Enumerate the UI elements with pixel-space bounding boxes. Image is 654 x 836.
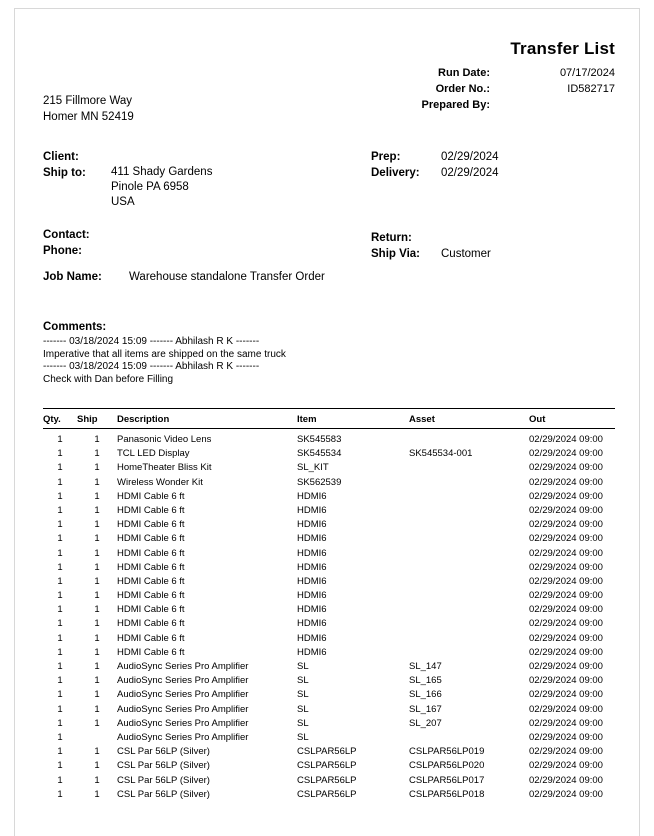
cell-description: AudioSync Series Pro Amplifier (117, 689, 249, 701)
cell-qty: 1 (57, 646, 63, 658)
table-row (43, 645, 615, 659)
cell-qty: 1 (57, 788, 63, 800)
cell-description: AudioSync Series Pro Amplifier (117, 661, 249, 672)
ship-to-line-1: 411 Shady Gardens (111, 166, 213, 178)
phone-row (43, 243, 343, 259)
cell-description: HDMI Cable 6 ft (117, 590, 185, 602)
cell-item: SL (297, 675, 309, 687)
cell-ship: 1 (94, 519, 100, 531)
cell-item: CSLPAR56LP (297, 746, 357, 758)
cell-out: 02/29/2024 09:00 (529, 760, 603, 772)
cell-out: 02/29/2024 09:00 (529, 675, 603, 687)
cell-out: 02/29/2024 09:00 (529, 547, 603, 559)
comment-line-3: ------- 03/18/2024 15:09 ------- Abhilash R K ------- (43, 361, 260, 372)
cell-out: 02/29/2024 09:00 (529, 462, 603, 474)
comments-label: Comments: (43, 321, 107, 333)
cell-qty: 1 (57, 604, 63, 616)
cell-item: HDMI6 (297, 618, 327, 630)
cell-qty: 1 (57, 590, 63, 602)
comments-section (43, 321, 615, 386)
page-title: Transfer List (510, 39, 615, 58)
items-table (43, 414, 615, 801)
cell-ship: 1 (94, 717, 100, 729)
table-row (43, 617, 615, 631)
cell-asset (409, 574, 529, 588)
comment-line-2: Imperative that all items are shipped on the same truck (43, 348, 286, 360)
cell-asset (409, 631, 529, 645)
cell-asset: CSLPAR56LP018 (409, 788, 485, 800)
job-name-row (43, 271, 615, 283)
table-row (43, 429, 615, 447)
cell-item: SL (297, 703, 309, 715)
cell-qty: 1 (57, 774, 63, 786)
table-row (43, 787, 615, 801)
meta-order-no-value: ID582717 (567, 83, 615, 95)
cell-asset: SL_207 (409, 717, 442, 729)
client-label: Client: (43, 151, 79, 163)
header-item: Item (297, 414, 409, 429)
cell-asset (409, 461, 529, 475)
cell-description: AudioSync Series Pro Amplifier (117, 717, 249, 729)
cell-ship: 1 (94, 661, 100, 672)
cell-item: CSLPAR56LP (297, 788, 357, 800)
cell-qty: 1 (57, 533, 63, 545)
cell-out: 02/29/2024 09:00 (529, 448, 603, 460)
cell-ship: 1 (94, 632, 100, 644)
cell-item: SK562539 (297, 476, 342, 488)
cell-item: SK545534 (297, 448, 342, 460)
header-ship: Ship (77, 414, 117, 429)
items-table-head (43, 414, 615, 429)
table-row (43, 773, 615, 787)
cell-description: HDMI Cable 6 ft (117, 575, 185, 587)
cell-ship: 1 (94, 561, 100, 573)
cell-out: 02/29/2024 09:00 (529, 575, 603, 587)
cell-item: HDMI6 (297, 561, 327, 573)
cell-description: CSL Par 56LP (Silver) (117, 746, 210, 758)
cell-asset (409, 489, 529, 503)
table-row (43, 518, 615, 532)
cell-out: 02/29/2024 09:00 (529, 504, 603, 516)
cell-out: 02/29/2024 09:00 (529, 661, 603, 672)
cell-description: HDMI Cable 6 ft (117, 490, 185, 502)
table-row (43, 546, 615, 560)
cell-ship: 1 (94, 746, 100, 758)
table-row (43, 745, 615, 759)
ship-to-address (111, 165, 212, 210)
cell-asset: SL_167 (409, 703, 442, 715)
parties-section (43, 149, 615, 260)
table-row (43, 631, 615, 645)
cell-item: SL (297, 731, 309, 743)
cell-item: HDMI6 (297, 575, 327, 587)
table-row (43, 716, 615, 730)
return-row (371, 230, 615, 246)
cell-out: 02/29/2024 09:00 (529, 632, 603, 644)
cell-asset (409, 645, 529, 659)
cell-item: SL (297, 661, 309, 672)
cell-out: 02/29/2024 09:00 (529, 746, 603, 758)
cell-ship: 1 (94, 689, 100, 701)
job-name-value: Warehouse standalone Transfer Order (129, 271, 325, 283)
cell-ship: 1 (94, 547, 100, 559)
cell-ship: 1 (94, 646, 100, 658)
document-body (43, 39, 615, 801)
cell-ship: 1 (94, 434, 100, 445)
paper-sheet (14, 8, 640, 836)
cell-description: HomeTheater Bliss Kit (117, 462, 212, 474)
ship-via-value: Customer (441, 248, 491, 260)
cell-qty: 1 (57, 760, 63, 772)
cell-description: HDMI Cable 6 ft (117, 519, 185, 531)
cell-asset (409, 603, 529, 617)
table-top-divider (43, 408, 615, 409)
header-out: Out (529, 414, 615, 429)
header-qty: Qty. (43, 414, 77, 429)
cell-ship: 1 (94, 504, 100, 516)
cell-description: AudioSync Series Pro Amplifier (117, 703, 249, 715)
cell-out: 02/29/2024 09:00 (529, 703, 603, 715)
cell-asset: SK545534-001 (409, 448, 473, 460)
meta-prepared-by-label: Prepared By: (421, 99, 490, 111)
cell-item: SL_KIT (297, 462, 329, 474)
delivery-row (371, 165, 615, 181)
cell-item: HDMI6 (297, 646, 327, 658)
cell-description: Panasonic Video Lens (117, 434, 212, 445)
cell-item: HDMI6 (297, 490, 327, 502)
items-table-body (43, 429, 615, 802)
cell-item: CSLPAR56LP (297, 760, 357, 772)
delivery-label: Delivery: (371, 167, 420, 179)
cell-qty: 1 (57, 434, 63, 445)
cell-description: HDMI Cable 6 ft (117, 561, 185, 573)
cell-asset: CSLPAR56LP020 (409, 760, 485, 772)
cell-description: HDMI Cable 6 ft (117, 533, 185, 545)
comments-body (43, 336, 615, 386)
cell-asset (409, 546, 529, 560)
cell-qty: 1 (57, 661, 63, 672)
table-row (43, 574, 615, 588)
ship-to-line-3: USA (111, 196, 135, 208)
cell-asset (409, 532, 529, 546)
cell-asset: SL_166 (409, 689, 442, 701)
cell-ship: 1 (94, 774, 100, 786)
cell-qty: 1 (57, 561, 63, 573)
table-row (43, 659, 615, 673)
ship-via-row (371, 246, 615, 262)
meta-run-date-label: Run Date: (438, 67, 490, 79)
phone-label: Phone: (43, 245, 82, 257)
comment-line-4: Check with Dan before Filling (43, 373, 174, 385)
cell-item: HDMI6 (297, 604, 327, 616)
cell-asset: CSLPAR56LP019 (409, 746, 485, 758)
cell-qty: 1 (57, 746, 63, 758)
cell-qty: 1 (57, 462, 63, 474)
cell-ship: 1 (94, 618, 100, 630)
table-row (43, 560, 615, 574)
cell-qty: 1 (57, 476, 63, 488)
cell-ship: 1 (94, 675, 100, 687)
parties-left-column (43, 149, 343, 259)
contact-label: Contact: (43, 229, 90, 241)
cell-out: 02/29/2024 09:00 (529, 774, 603, 786)
cell-description: AudioSync Series Pro Amplifier (117, 731, 249, 743)
cell-item: HDMI6 (297, 590, 327, 602)
ship-to-label: Ship to: (43, 167, 86, 179)
cell-description: AudioSync Series Pro Amplifier (117, 675, 249, 687)
prep-row (371, 149, 615, 165)
cell-asset (409, 560, 529, 574)
ship-to-line-2: Pinole PA 6958 (111, 181, 189, 193)
table-row (43, 503, 615, 517)
document-meta (43, 67, 615, 121)
cell-description: HDMI Cable 6 ft (117, 632, 185, 644)
cell-ship: 1 (94, 476, 100, 488)
cell-asset (409, 503, 529, 517)
cell-out: 02/29/2024 09:00 (529, 533, 603, 545)
cell-item: SL (297, 689, 309, 701)
client-row (43, 149, 343, 165)
cell-qty: 1 (57, 490, 63, 502)
cell-item: SK545583 (297, 434, 342, 445)
cell-ship (77, 730, 117, 744)
cell-out: 02/29/2024 09:00 (529, 476, 603, 488)
header-description: Description (117, 414, 297, 429)
cell-item: HDMI6 (297, 519, 327, 531)
cell-qty: 1 (57, 519, 63, 531)
cell-item: HDMI6 (297, 632, 327, 644)
cell-out: 02/29/2024 09:00 (529, 561, 603, 573)
cell-out: 02/29/2024 09:00 (529, 689, 603, 701)
cell-description: CSL Par 56LP (Silver) (117, 760, 210, 772)
cell-asset (409, 429, 529, 447)
header-asset: Asset (409, 414, 529, 429)
table-row (43, 688, 615, 702)
cell-ship: 1 (94, 604, 100, 616)
parties-right-column (371, 149, 615, 262)
prep-value: 02/29/2024 (441, 151, 499, 163)
cell-out: 02/29/2024 09:00 (529, 590, 603, 602)
cell-out: 02/29/2024 09:00 (529, 490, 603, 502)
cell-description: TCL LED Display (117, 448, 190, 460)
cell-item: HDMI6 (297, 504, 327, 516)
cell-description: HDMI Cable 6 ft (117, 618, 185, 630)
cell-description: CSL Par 56LP (Silver) (117, 774, 210, 786)
cell-asset: SL_147 (409, 661, 442, 672)
cell-description: HDMI Cable 6 ft (117, 604, 185, 616)
cell-qty: 1 (57, 717, 63, 729)
cell-qty: 1 (57, 731, 63, 743)
table-row (43, 702, 615, 716)
cell-qty: 1 (57, 504, 63, 516)
cell-asset: SL_165 (409, 675, 442, 687)
meta-run-date-value: 07/17/2024 (559, 67, 615, 79)
cell-out: 02/29/2024 09:00 (529, 731, 603, 743)
table-row (43, 532, 615, 546)
cell-out: 02/29/2024 09:00 (529, 717, 603, 729)
cell-description: HDMI Cable 6 ft (117, 646, 185, 658)
cell-description: HDMI Cable 6 ft (117, 547, 185, 559)
contact-row (43, 227, 343, 243)
from-address (43, 93, 134, 125)
cell-qty: 1 (57, 632, 63, 644)
cell-item: HDMI6 (297, 533, 327, 545)
cell-ship: 1 (94, 788, 100, 800)
cell-item: HDMI6 (297, 547, 327, 559)
cell-qty: 1 (57, 675, 63, 687)
cell-asset (409, 475, 529, 489)
cell-qty: 1 (57, 618, 63, 630)
table-row (43, 730, 615, 744)
prep-label: Prep: (371, 151, 401, 163)
table-row (43, 674, 615, 688)
cell-description: Wireless Wonder Kit (117, 476, 203, 488)
meta-order-no-label: Order No.: (435, 83, 490, 95)
cell-ship: 1 (94, 575, 100, 587)
cell-out: 02/29/2024 09:00 (529, 646, 603, 658)
cell-qty: 1 (57, 703, 63, 715)
cell-asset (409, 730, 529, 744)
table-row (43, 759, 615, 773)
ship-via-label: Ship Via: (371, 248, 420, 260)
table-row (43, 447, 615, 461)
cell-item: CSLPAR56LP (297, 774, 357, 786)
from-address-line-2: Homer MN 52419 (43, 111, 134, 123)
return-label: Return: (371, 232, 412, 244)
cell-out: 02/29/2024 09:00 (529, 788, 603, 800)
cell-asset (409, 588, 529, 602)
comment-line-1: ------- 03/18/2024 15:09 ------- Abhilash R K ------- (43, 336, 260, 347)
cell-ship: 1 (94, 462, 100, 474)
table-row (43, 489, 615, 503)
cell-ship: 1 (94, 590, 100, 602)
cell-description: HDMI Cable 6 ft (117, 504, 185, 516)
cell-ship: 1 (94, 703, 100, 715)
cell-out: 02/29/2024 09:00 (529, 434, 603, 445)
cell-qty: 1 (57, 547, 63, 559)
items-table-header-row (43, 414, 615, 429)
cell-item: SL (297, 717, 309, 729)
cell-ship: 1 (94, 490, 100, 502)
cell-ship: 1 (94, 533, 100, 545)
cell-asset: CSLPAR56LP017 (409, 774, 485, 786)
cell-out: 02/29/2024 09:00 (529, 604, 603, 616)
cell-out: 02/29/2024 09:00 (529, 519, 603, 531)
cell-out: 02/29/2024 09:00 (529, 618, 603, 630)
ship-to-row (43, 165, 343, 210)
table-row (43, 461, 615, 475)
delivery-value: 02/29/2024 (441, 167, 499, 179)
cell-qty: 1 (57, 575, 63, 587)
from-address-line-1: 215 Fillmore Way (43, 95, 133, 107)
cell-asset (409, 617, 529, 631)
cell-qty: 1 (57, 448, 63, 460)
table-row (43, 603, 615, 617)
job-name-label: Job Name: (43, 271, 102, 283)
table-row (43, 475, 615, 489)
cell-ship: 1 (94, 760, 100, 772)
cell-ship: 1 (94, 448, 100, 460)
cell-description: CSL Par 56LP (Silver) (117, 788, 210, 800)
table-row (43, 588, 615, 602)
cell-qty: 1 (57, 689, 63, 701)
cell-asset (409, 518, 529, 532)
